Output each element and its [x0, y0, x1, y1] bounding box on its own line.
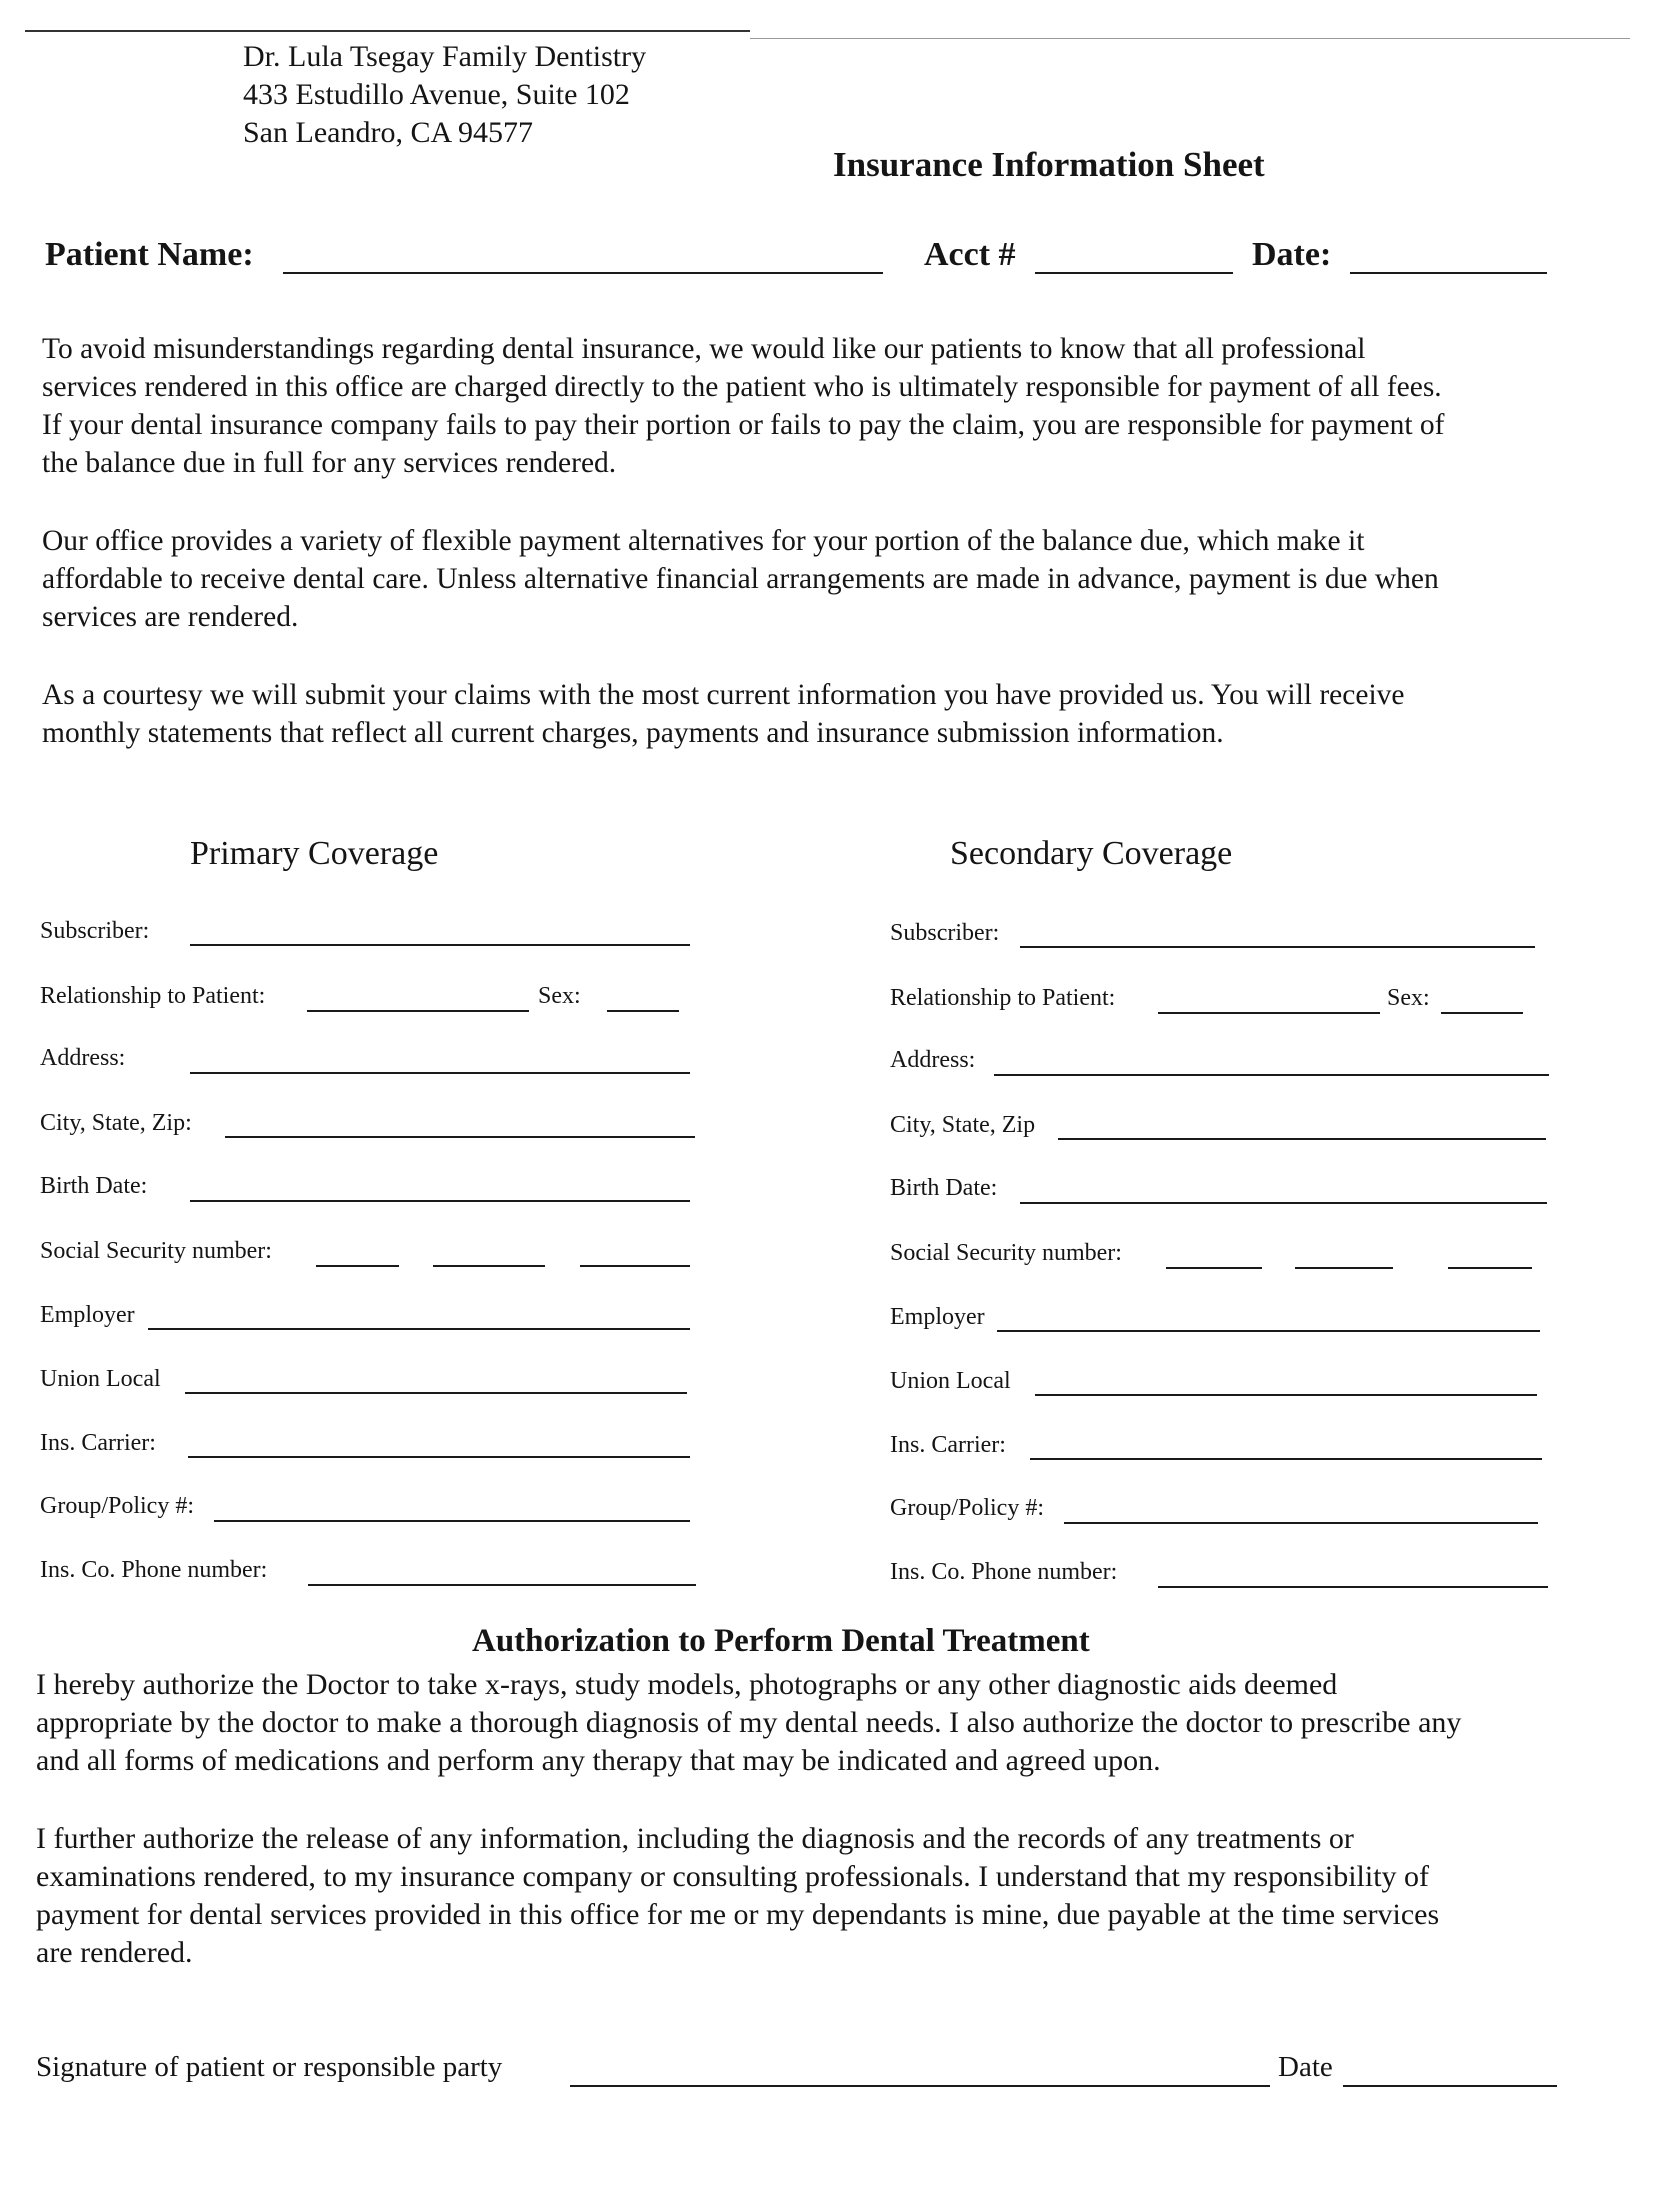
secondary-ssn-label: Social Security number: [890, 1240, 1122, 1266]
secondary-employer-label: Employer [890, 1304, 985, 1330]
patient-name-label: Patient Name: [45, 236, 254, 273]
secondary-ssn-field-3[interactable] [1448, 1267, 1532, 1269]
primary-city-state-zip-label: City, State, Zip: [40, 1110, 192, 1136]
signature-date-label: Date [1278, 2051, 1333, 2083]
text-line: affordable to receive dental care. Unless alternative financial arrangements are made in advance, payment is due when [42, 563, 1439, 595]
secondary-ins-phone-label: Ins. Co. Phone number: [890, 1559, 1118, 1585]
secondary-ssn-field-2[interactable] [1295, 1267, 1393, 1269]
intro-paragraph-1 [42, 330, 1642, 482]
secondary-sex-field[interactable] [1441, 1012, 1523, 1014]
text-line: examinations rendered, to my insurance company or consulting professionals. I understand that my responsibility of [36, 1860, 1430, 1893]
primary-ins-phone-field[interactable] [308, 1584, 696, 1586]
primary-birth-date-field[interactable] [190, 1200, 690, 1202]
signature-label: Signature of patient or responsible party [36, 2051, 503, 2083]
primary-city-state-zip-field[interactable] [225, 1136, 695, 1138]
primary-ins-carrier-label: Ins. Carrier: [40, 1430, 156, 1456]
primary-address-field[interactable] [190, 1072, 690, 1074]
secondary-union-local-field[interactable] [1035, 1394, 1537, 1396]
practice-name: Dr. Lula Tsegay Family Dentistry [243, 40, 647, 73]
authorization-heading: Authorization to Perform Dental Treatment [472, 1623, 1090, 1659]
text-line: services are rendered. [42, 601, 299, 633]
text-line: appropriate by the doctor to make a thorough diagnosis of my dental needs. I also authorize the doctor to prescribe any [36, 1706, 1462, 1739]
secondary-address-label: Address: [890, 1047, 976, 1073]
intro-paragraph-3 [42, 676, 1642, 752]
text-line: services rendered in this office are charged directly to the patient who is ultimately responsible for payment of all fees. [42, 371, 1442, 403]
text-line: If your dental insurance company fails to pay their portion or fails to pay the claim, you are responsible for payment of [42, 409, 1445, 441]
sheet-title: Insurance Information Sheet [833, 145, 1265, 184]
text-line: To avoid misunderstandings regarding dental insurance, we would like our patients to know that all professional [42, 333, 1366, 365]
text-line: payment for dental services provided in this office for me or my dependants is mine, due payable at the time services [36, 1898, 1440, 1931]
secondary-address-field[interactable] [994, 1074, 1549, 1076]
primary-group-policy-label: Group/Policy #: [40, 1493, 194, 1519]
primary-sex-field[interactable] [607, 1010, 679, 1012]
authorization-paragraph-1 [36, 1666, 1461, 1780]
patient-name-field[interactable] [283, 272, 883, 274]
primary-subscriber-label: Subscriber: [40, 918, 150, 944]
text-line: are rendered. [36, 1936, 193, 1969]
primary-relationship-field[interactable] [307, 1010, 529, 1012]
secondary-city-state-zip-field[interactable] [1058, 1138, 1546, 1140]
signature-field[interactable] [570, 2085, 1270, 2087]
primary-ins-phone-label: Ins. Co. Phone number: [40, 1557, 268, 1583]
primary-union-local-field[interactable] [185, 1392, 687, 1394]
secondary-ins-carrier-label: Ins. Carrier: [890, 1432, 1006, 1458]
text-line: monthly statements that reflect all current charges, payments and insurance submission information. [42, 717, 1224, 749]
primary-sex-label: Sex: [538, 983, 581, 1009]
top-rule [25, 30, 750, 32]
secondary-subscriber-field[interactable] [1020, 946, 1535, 948]
top-rule-secondary [750, 38, 1630, 39]
secondary-group-policy-label: Group/Policy #: [890, 1495, 1044, 1521]
secondary-birth-date-field[interactable] [1020, 1202, 1547, 1204]
acct-label: Acct # [924, 236, 1016, 273]
secondary-birth-date-label: Birth Date: [890, 1175, 998, 1201]
secondary-union-local-label: Union Local [890, 1368, 1011, 1394]
signature-date-field[interactable] [1343, 2085, 1557, 2087]
secondary-ins-carrier-field[interactable] [1030, 1458, 1542, 1460]
primary-employer-field[interactable] [148, 1328, 690, 1330]
practice-address-line1: 433 Estudillo Avenue, Suite 102 [243, 78, 630, 111]
secondary-employer-field[interactable] [997, 1330, 1540, 1332]
date-field[interactable] [1350, 272, 1547, 274]
secondary-ins-phone-field[interactable] [1158, 1586, 1548, 1588]
secondary-city-state-zip-label: City, State, Zip [890, 1112, 1036, 1138]
acct-field[interactable] [1035, 272, 1233, 274]
text-line: Our office provides a variety of flexible payment alternatives for your portion of the balance due, which make it [42, 525, 1365, 557]
primary-address-label: Address: [40, 1045, 126, 1071]
primary-ssn-field-3[interactable] [580, 1265, 690, 1267]
secondary-sex-label: Sex: [1387, 985, 1430, 1011]
primary-ssn-label: Social Security number: [40, 1238, 272, 1264]
practice-address-line2: San Leandro, CA 94577 [243, 116, 533, 149]
primary-group-policy-field[interactable] [214, 1520, 690, 1522]
secondary-group-policy-field[interactable] [1064, 1522, 1538, 1524]
secondary-coverage-heading: Secondary Coverage [950, 835, 1233, 872]
text-line: I further authorize the release of any information, including the diagnosis and the records of any treatments or [36, 1822, 1354, 1855]
text-line: the balance due in full for any services rendered. [42, 447, 617, 479]
secondary-relationship-field[interactable] [1158, 1012, 1380, 1014]
text-line: and all forms of medications and perform any therapy that may be indicated and agreed upon. [36, 1744, 1161, 1777]
secondary-ssn-field-1[interactable] [1166, 1267, 1262, 1269]
primary-union-local-label: Union Local [40, 1366, 161, 1392]
primary-employer-label: Employer [40, 1302, 135, 1328]
text-line: As a courtesy we will submit your claims with the most current information you have provided us. You will receive [42, 679, 1405, 711]
primary-relationship-label: Relationship to Patient: [40, 983, 266, 1009]
primary-birth-date-label: Birth Date: [40, 1173, 148, 1199]
primary-ssn-field-2[interactable] [433, 1265, 545, 1267]
primary-ins-carrier-field[interactable] [188, 1456, 690, 1458]
primary-coverage-heading: Primary Coverage [190, 835, 439, 872]
primary-subscriber-field[interactable] [190, 944, 690, 946]
secondary-subscriber-label: Subscriber: [890, 920, 1000, 946]
secondary-relationship-label: Relationship to Patient: [890, 985, 1116, 1011]
primary-ssn-field-1[interactable] [316, 1265, 399, 1267]
date-label: Date: [1252, 236, 1332, 273]
text-line: I hereby authorize the Doctor to take x-rays, study models, photographs or any other diagnostic aids deemed [36, 1668, 1338, 1701]
authorization-paragraph-2 [36, 1820, 1439, 1972]
intro-paragraph-2 [42, 522, 1642, 636]
